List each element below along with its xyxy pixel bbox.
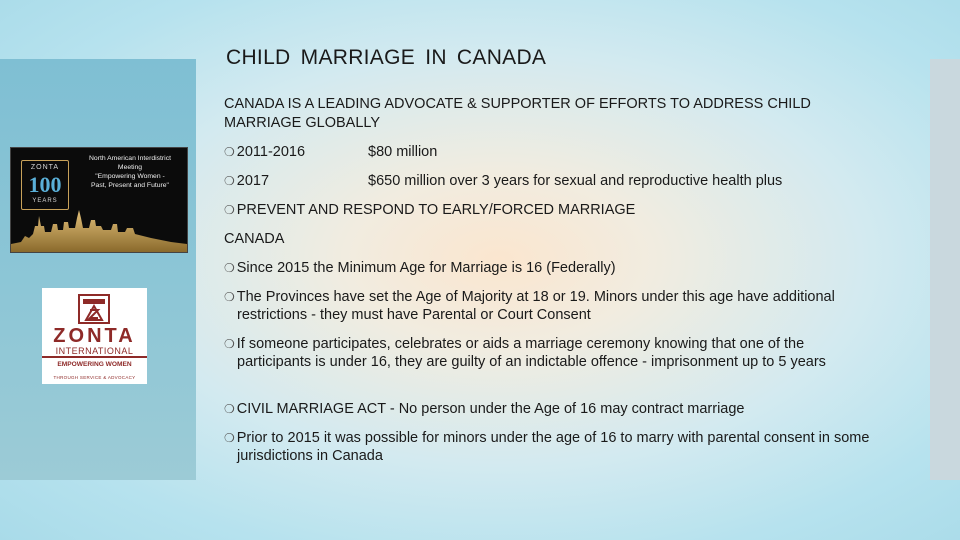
zonta-wordmark: ZONTA — [53, 325, 136, 347]
point-text: Prior to 2015 it was possible for minors under the age of 16 to marry with parental consent in some jurisdictions in Canada — [236, 430, 870, 464]
funding-amount: $650 million over 3 years for sexual and reproductive health plus — [368, 173, 783, 189]
bullet-icon: ❍ — [224, 203, 235, 217]
city-skyline-icon — [11, 204, 187, 252]
left-accent-panel — [0, 59, 196, 480]
badge-bottom-text: YEARS — [32, 198, 58, 204]
meeting-line: Past, Present and Future" — [91, 182, 169, 189]
bullet-icon: ❍ — [224, 402, 235, 416]
meeting-text — [75, 154, 185, 190]
funding-row — [224, 172, 864, 190]
badge-top-text: ZONTA — [30, 164, 60, 171]
point-text: CIVIL MARRIAGE ACT - No person under the Age of 16 may contract marriage — [236, 401, 745, 417]
bullet-item — [224, 201, 635, 219]
zonta-tagline: THROUGH SERVICE & ADVOCACY — [53, 375, 136, 380]
point-text: Since 2015 the Minimum Age for Marriage is 16 (Federally) — [236, 260, 616, 276]
empowering-women-text: EMPOWERING WOMEN — [57, 361, 132, 368]
section-heading: CANADA — [224, 231, 285, 247]
bullet-icon: ❍ — [224, 290, 235, 304]
meeting-line: Meeting — [117, 164, 143, 171]
zonta-international-text: INTERNATIONAL — [42, 346, 147, 358]
meeting-logo — [10, 147, 188, 253]
right-accent-panel — [930, 59, 960, 480]
bullet-item — [224, 259, 877, 277]
bullet-item — [224, 429, 877, 465]
funding-amount: $80 million — [368, 144, 438, 160]
prevent-text: PREVENT AND RESPOND TO EARLY/FORCED MARRIAGE — [236, 202, 636, 218]
zonta-emblem-icon — [78, 294, 110, 324]
meeting-line: "Empowering Women - — [95, 173, 165, 180]
bullet-icon: ❍ — [224, 145, 235, 159]
zonta-100-badge — [21, 160, 69, 210]
slide-title: CHILD MARRIAGE IN CANADA — [226, 46, 547, 69]
funding-period: 2011-2016 — [236, 144, 306, 160]
funding-row — [224, 143, 864, 161]
bullet-item — [224, 288, 877, 324]
badge-number: 100 — [28, 172, 62, 197]
meeting-line: North American Interdistrict — [89, 155, 171, 162]
bullet-icon: ❍ — [224, 431, 235, 445]
funding-period: 2017 — [236, 173, 270, 189]
bullet-item — [224, 400, 877, 418]
zonta-international-logo — [42, 288, 147, 384]
slide-subtitle: CANADA IS A LEADING ADVOCATE & SUPPORTER OF EFFORTS TO ADDRESS CHILD MARRIAGE GLOBALLY — [224, 96, 811, 131]
bullet-icon: ❍ — [224, 337, 235, 351]
point-text: The Provinces have set the Age of Majority at 18 or 19. Minors under this age have additional restrictions - they must have Parental or Court Consent — [236, 289, 835, 323]
bullet-item — [224, 335, 877, 371]
bullet-icon: ❍ — [224, 261, 235, 275]
bullet-icon: ❍ — [224, 174, 235, 188]
point-text: If someone participates, celebrates or aids a marriage ceremony knowing that one of the participants is under 16, they are guilty of an indictable offence - imprisonment up to 5 years — [236, 336, 826, 370]
